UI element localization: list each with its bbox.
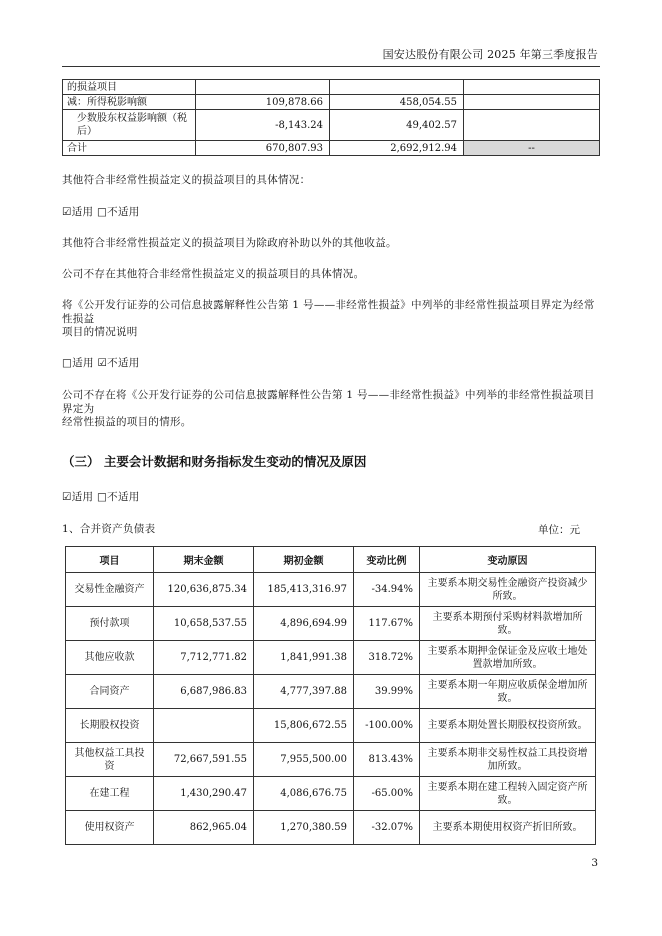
end-amount-cell xyxy=(154,709,254,743)
table-row xyxy=(66,743,596,777)
table-row xyxy=(66,675,596,709)
applicability-checkbox: □适用 ☑不适用 xyxy=(62,357,140,369)
reason-cell: 主要系本期预付采购材料款增加所致。 xyxy=(420,607,596,641)
paragraph: 项目的情况说明 xyxy=(62,326,138,338)
item-cell: 少数股东权益影响额（税后） xyxy=(63,110,196,141)
note-cell xyxy=(464,110,600,141)
end-amount-cell: 1,430,290.47 xyxy=(154,777,254,811)
item-cell: 长期股权投资 xyxy=(66,709,154,743)
change-ratio-cell: 39.99% xyxy=(354,675,420,709)
reason-cell: 主要系本期交易性金融资产投资减少所致。 xyxy=(420,573,596,607)
table-row xyxy=(63,95,600,110)
end-amount-cell: 7,712,771.82 xyxy=(154,641,254,675)
reason-cell: 主要系本期使用权资产折旧所致。 xyxy=(420,811,596,845)
item-cell: 合同资产 xyxy=(66,675,154,709)
table-row xyxy=(66,607,596,641)
item-cell: 使用权资产 xyxy=(66,811,154,845)
header-item: 项目 xyxy=(66,547,154,573)
page-number: 3 xyxy=(591,857,598,869)
change-ratio-cell: -34.94% xyxy=(354,573,420,607)
paragraph: 将《公开发行证券的公司信息披露解释性公告第 1 号——非经常性损益》中列举的非经常性损益项目界定为经常性损益 xyxy=(62,299,595,325)
ytd-cell: 49,402.57 xyxy=(330,110,464,141)
begin-amount-cell: 1,270,380.59 xyxy=(254,811,354,845)
change-ratio-cell: 813.43% xyxy=(354,743,420,777)
reason-cell: 主要系本期一年期应收质保金增加所致。 xyxy=(420,675,596,709)
note-cell xyxy=(464,80,600,95)
table-row xyxy=(63,80,600,95)
reason-cell: 主要系本期在建工程转入固定资产所致。 xyxy=(420,777,596,811)
header-begin-amount: 期初金额 xyxy=(254,547,354,573)
table-row xyxy=(66,811,596,845)
report-header: 国安达股份有限公司 2025 年第三季度报告 xyxy=(382,48,598,61)
end-amount-cell: 10,658,537.55 xyxy=(154,607,254,641)
balance-sheet-changes-table xyxy=(65,546,596,845)
begin-amount-cell: 4,777,397.88 xyxy=(254,675,354,709)
non-recurring-table-continued xyxy=(62,79,600,156)
table-row xyxy=(63,141,600,156)
change-ratio-cell: 318.72% xyxy=(354,641,420,675)
note-cell: -- xyxy=(464,141,600,156)
begin-amount-cell: 15,806,672.55 xyxy=(254,709,354,743)
ytd-cell xyxy=(330,80,464,95)
end-amount-cell: 6,687,986.83 xyxy=(154,675,254,709)
paragraph: 公司不存在将《公开发行证券的公司信息披露解释性公告第 1 号——非经常性损益》中列举的非经常性损益项目界定为 xyxy=(62,389,595,415)
note-cell xyxy=(464,95,600,110)
item-cell: 合计 xyxy=(63,141,196,156)
header-rule xyxy=(62,66,600,67)
begin-amount-cell: 4,086,676.75 xyxy=(254,777,354,811)
item-cell: 的损益项目 xyxy=(63,80,196,95)
applicability-checkbox: ☑适用 □不适用 xyxy=(62,491,140,503)
paragraph: 其他符合非经常性损益定义的损益项目为除政府补助以外的其他收益。 xyxy=(62,237,397,249)
table-subtitle: 1、合并资产负债表 xyxy=(62,523,156,535)
end-amount-cell: 862,965.04 xyxy=(154,811,254,845)
begin-amount-cell: 1,841,991.38 xyxy=(254,641,354,675)
paragraph: 公司不存在其他符合非经常性损益定义的损益项目的具体情况。 xyxy=(62,268,365,280)
item-cell: 预付款项 xyxy=(66,607,154,641)
reason-cell: 主要系本期押金保证金及应收土地处置款增加所致。 xyxy=(420,641,596,675)
applicability-checkbox: ☑适用 □不适用 xyxy=(62,206,140,218)
table-row xyxy=(66,709,596,743)
end-amount-cell: 72,667,591.55 xyxy=(154,743,254,777)
current-cell: 670,807.93 xyxy=(196,141,330,156)
table-row xyxy=(66,777,596,811)
section-title: （三） 主要会计数据和财务指标发生变动的情况及原因 xyxy=(62,454,367,469)
item-cell: 交易性金融资产 xyxy=(66,573,154,607)
begin-amount-cell: 4,896,694.99 xyxy=(254,607,354,641)
ytd-cell: 2,692,912.94 xyxy=(330,141,464,156)
item-cell: 其他应收款 xyxy=(66,641,154,675)
paragraph: 其他符合非经常性损益定义的损益项目的具体情况： xyxy=(62,174,311,186)
header-end-amount: 期末金额 xyxy=(154,547,254,573)
paragraph: 经常性损益的项目的情形。 xyxy=(62,416,192,428)
header-change-ratio: 变动比例 xyxy=(354,547,420,573)
header-reason: 变动原因 xyxy=(420,547,596,573)
begin-amount-cell: 185,413,316.97 xyxy=(254,573,354,607)
current-cell: -8,143.24 xyxy=(196,110,330,141)
change-ratio-cell: 117.67% xyxy=(354,607,420,641)
unit-label: 单位：元 xyxy=(538,524,580,536)
end-amount-cell: 120,636,875.34 xyxy=(154,573,254,607)
table-row xyxy=(66,641,596,675)
item-cell: 其他权益工具投资 xyxy=(66,743,154,777)
reason-cell: 主要系本期非交易性权益工具投资增加所致。 xyxy=(420,743,596,777)
current-cell xyxy=(196,80,330,95)
change-ratio-cell: -65.00% xyxy=(354,777,420,811)
current-cell: 109,878.66 xyxy=(196,95,330,110)
reason-cell: 主要系本期处置长期股权投资所致。 xyxy=(420,709,596,743)
table-header-row xyxy=(66,547,596,573)
change-ratio-cell: -32.07% xyxy=(354,811,420,845)
table-row xyxy=(66,573,596,607)
item-cell: 减：所得税影响额 xyxy=(63,95,196,110)
change-ratio-cell: -100.00% xyxy=(354,709,420,743)
table-row xyxy=(63,110,600,141)
item-cell: 在建工程 xyxy=(66,777,154,811)
ytd-cell: 458,054.55 xyxy=(330,95,464,110)
begin-amount-cell: 7,955,500.00 xyxy=(254,743,354,777)
